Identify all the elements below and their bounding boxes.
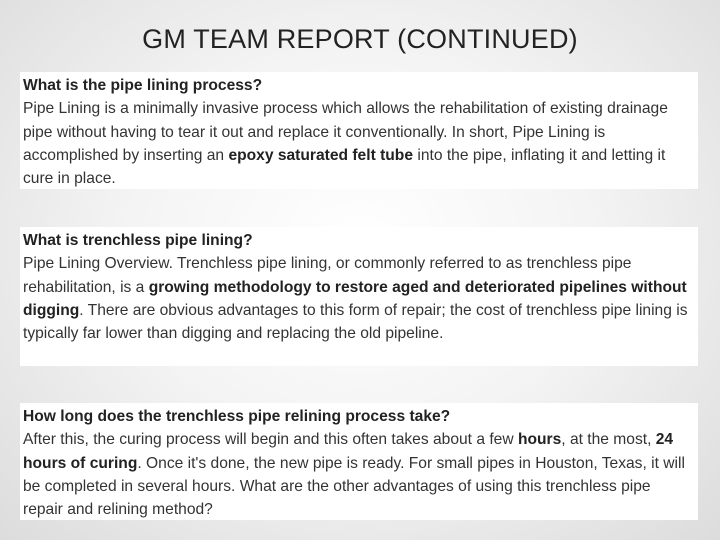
answer-bold-text: hours	[517, 431, 562, 449]
faq-answer	[23, 97, 692, 190]
answer-text: Pipe Lining is a minimally invasive process which allows the rehabilitation of existing drainage pipe without having to tear it out and replace it conventionally. In short, Pipe Lining is accomplished by inserting an	[23, 100, 668, 164]
faq-question: What is the pipe lining process?	[23, 77, 263, 94]
slide-title: GM TEAM REPORT (CONTINUED)	[142, 24, 578, 54]
faq-question: What is trenchless pipe lining?	[23, 232, 253, 249]
answer-text: . Once it's done, the new pipe is ready. For small pipes in Houston, Texas, it will be completed in several hours. What are the other advantages of using this trenchless pipe repair and relining method?	[23, 454, 685, 519]
answer-text: , at the most,	[561, 431, 656, 449]
answer-bold-text: 24 hours of curing	[23, 431, 674, 472]
answer-text: Pipe Lining Overview. Trenchless pipe lining, or commonly referred to as trenchless pipe rehabilitation, is a	[23, 255, 632, 296]
answer-text: . There are obvious advantages to this form of repair; the cost of trenchless pipe lining is typically far lower than digging and replacing the old pipeline.	[23, 301, 688, 343]
faq-card-trenchless-pipe-lining	[20, 227, 698, 366]
answer-text: into the pipe, inflating it and letting it cure in place.	[23, 146, 666, 188]
faq-answer	[23, 252, 692, 345]
faq-question: How long does the trenchless pipe relining process take?	[23, 408, 451, 425]
faq-answer	[23, 428, 692, 521]
answer-text: After this, the curing process will begin and this often takes about a few	[23, 431, 518, 449]
faq-card-pipe-lining-process	[20, 72, 698, 189]
answer-bold-text: growing methodology to restore aged and deteriorated pipelines without digging	[23, 278, 687, 319]
faq-card-relining-duration	[20, 403, 698, 520]
answer-bold-text: epoxy saturated felt tube	[228, 146, 414, 164]
